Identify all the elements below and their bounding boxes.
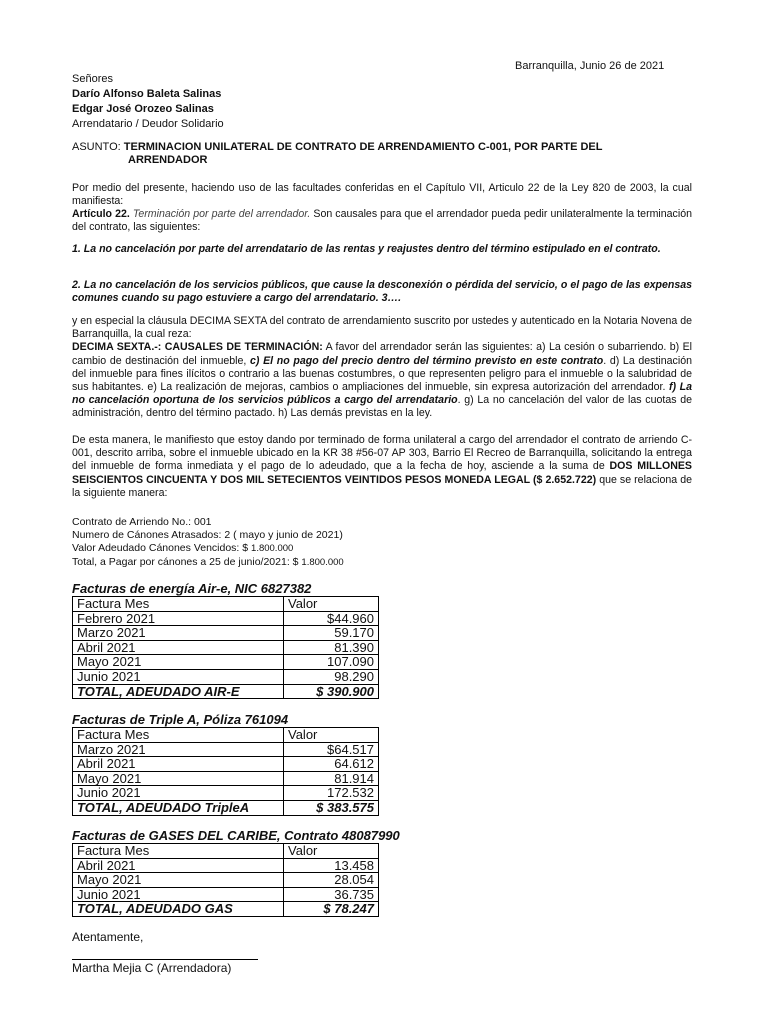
summary-total-value: 1.800.000 bbox=[301, 556, 344, 568]
row-month: Febrero 2021 bbox=[73, 611, 284, 626]
row-month: Abril 2021 bbox=[73, 640, 284, 655]
recipients-block bbox=[72, 73, 224, 133]
invoice-table-energy bbox=[72, 596, 379, 699]
table-header-row bbox=[73, 597, 379, 612]
article-text: Son causales para que el arrendador pueda pedir unilateralmente la terminación del contrato, las siguientes: bbox=[72, 208, 692, 234]
signer-name: Martha Mejia C (Arrendadora) bbox=[72, 961, 232, 975]
row-month: Marzo 2021 bbox=[73, 626, 284, 641]
recipient-role: Arrendatario / Deudor Solidario bbox=[72, 118, 224, 130]
table-row bbox=[73, 640, 379, 655]
closing-farewell: Atentamente, bbox=[72, 930, 144, 944]
row-month: Junio 2021 bbox=[73, 669, 284, 684]
clause-text-g: . g) La no cancelación del valor de las cuotas de administración, dentro del término pactado. h) Las demás previstas en la ley. bbox=[72, 394, 692, 420]
row-value: 64.612 bbox=[284, 757, 379, 772]
row-value: $44.960 bbox=[284, 611, 379, 626]
clause-label: DECIMA SEXTA.-: CAUSALES DE TERMINACIÓN: bbox=[72, 341, 323, 354]
header-month: Factura Mes bbox=[73, 597, 284, 612]
clause-text-a: A favor del arrendador serán las siguientes: a) La cesión o subarriendo. b) El cambio de destinación del inmueble, bbox=[72, 341, 692, 367]
row-month: Junio 2021 bbox=[73, 786, 284, 801]
row-month: Mayo 2021 bbox=[73, 873, 284, 888]
invoice-table-water bbox=[72, 727, 379, 816]
table-row bbox=[73, 858, 379, 873]
table-row bbox=[73, 655, 379, 670]
table-row bbox=[73, 887, 379, 902]
summary-owed-label: Valor Adeudado Cánones Vencidos: $ bbox=[72, 542, 252, 555]
table-row bbox=[73, 873, 379, 888]
summary-total-label: Total, a Pagar por cánones a 25 de junio/2021: $ bbox=[72, 555, 302, 568]
total-value: $ 390.900 bbox=[284, 684, 379, 699]
header-value: Valor bbox=[284, 597, 379, 612]
invoice-table-gas bbox=[72, 843, 379, 917]
invoice-title-water: Facturas de Triple A, Póliza 761094 bbox=[72, 712, 289, 727]
summary-contract: Contrato de Arriendo No.: 001 bbox=[72, 516, 212, 528]
total-label: TOTAL, ADEUDADO TripleA bbox=[73, 800, 284, 815]
table-row bbox=[73, 786, 379, 801]
amount-owed: DOS MILLONES SEISCIENTOS CINCUENTA Y DOS MIL SETECIENTOS VEINTIDOS PESOS MONEDA LEGAL ($ 2.652.722) bbox=[72, 460, 692, 486]
row-value: $64.517 bbox=[284, 742, 379, 757]
table-row bbox=[73, 742, 379, 757]
row-value: 28.054 bbox=[284, 873, 379, 888]
total-value: $ 78.247 bbox=[284, 902, 379, 917]
total-label: TOTAL, ADEUDADO GAS bbox=[73, 902, 284, 917]
table-row bbox=[73, 757, 379, 772]
row-month: Marzo 2021 bbox=[73, 742, 284, 757]
greeting: Señores bbox=[72, 73, 113, 85]
clause-text-d: . d) La destinación del inmueble para fines ilícitos o contrario a las buenas costumbres, o que representen peligro para el inmueble o la salubridad de sus habitantes. e) La realización de mejoras, cambios o ampliaciones del inmueble, sin expresa autorización del arrendador. bbox=[72, 354, 692, 394]
table-header-row bbox=[73, 728, 379, 743]
invoice-title-energy: Facturas de energía Air-e, NIC 6827382 bbox=[72, 581, 312, 596]
clause-c: c) El no pago del precio dentro del término previsto en este contrato bbox=[250, 354, 604, 367]
row-value: 107.090 bbox=[284, 655, 379, 670]
summary-owed-value: 1.800.000 bbox=[251, 543, 294, 555]
contract-summary bbox=[72, 516, 344, 569]
subject-label: ASUNTO: bbox=[72, 141, 124, 153]
termination-text-a: De esta manera, le manifiesto que estoy dando por terminado de forma unilateral a cargo del arrendador el contrato de arriendo C-001, descrito arriba, sobre el inmueble ubicado en la KR 38 #56-07 AP 303, Barrio El Recreo de Barranquilla, solicitando la entrega del inmueble de forma inmediata y el pago de lo adeudado, que a la fecha de hoy, asciende a la suma de bbox=[72, 434, 692, 473]
termination-text-b: que se relaciona de la siguiente manera: bbox=[72, 473, 692, 499]
row-value: 81.390 bbox=[284, 640, 379, 655]
summary-overdue: Numero de Cánones Atrasados: 2 ( mayo y junio de 2021) bbox=[72, 529, 343, 542]
table-total-row bbox=[73, 902, 379, 917]
subject-line-1: TERMINACION UNILATERAL DE CONTRATO DE ARRENDAMIENTO C-001, POR PARTE DEL bbox=[123, 141, 603, 153]
subject-line-2: ARRENDADOR bbox=[128, 154, 208, 167]
table-total-row bbox=[73, 800, 379, 815]
invoice-title-gas: Facturas de GASES DEL CARIBE, Contrato 48087990 bbox=[72, 828, 400, 843]
recipient-name-2: Edgar José Orozeo Salinas bbox=[72, 103, 214, 115]
row-value: 59.170 bbox=[284, 626, 379, 641]
row-value: 36.735 bbox=[284, 887, 379, 902]
signature-line bbox=[72, 959, 258, 960]
table-total-row bbox=[73, 684, 379, 699]
article-paragraph bbox=[72, 208, 692, 234]
clause-f: f) La no cancelación oportuna de los servicios públicos a cargo del arrendatario bbox=[72, 381, 692, 407]
row-month: Abril 2021 bbox=[73, 858, 284, 873]
row-value: 81.914 bbox=[284, 771, 379, 786]
row-value: 172.532 bbox=[284, 786, 379, 801]
row-month: Mayo 2021 bbox=[73, 771, 284, 786]
total-value: $ 383.575 bbox=[284, 800, 379, 815]
termination-paragraph bbox=[72, 434, 692, 500]
subject-block bbox=[72, 141, 672, 167]
table-row bbox=[73, 626, 379, 641]
article-title: Terminación por parte del arrendador. bbox=[132, 208, 311, 220]
article-item-1: 1. La no cancelación por parte del arrendatario de las rentas y reajustes dentro del término estipulado en el contrato. bbox=[72, 243, 661, 255]
table-row bbox=[73, 771, 379, 786]
intro-paragraph: Por medio del presente, haciendo uso de las facultades conferidas en el Capítulo VII, Articulo 22 de la Ley 820 de 2003, la cual manifiesta: bbox=[72, 182, 692, 208]
article-label: Artículo 22. bbox=[72, 208, 133, 220]
letter-date: Barranquilla, Junio 26 de 2021 bbox=[515, 60, 665, 72]
total-label: TOTAL, ADEUDADO AIR-E bbox=[73, 684, 284, 699]
clause-paragraph bbox=[72, 315, 692, 421]
header-month: Factura Mes bbox=[73, 844, 284, 859]
row-value: 13.458 bbox=[284, 858, 379, 873]
row-month: Abril 2021 bbox=[73, 757, 284, 772]
recipient-name-1: Darío Alfonso Baleta Salinas bbox=[72, 88, 222, 100]
table-header-row bbox=[73, 844, 379, 859]
table-row bbox=[73, 611, 379, 626]
header-value: Valor bbox=[284, 728, 379, 743]
clause-intro: y en especial la cláusula DECIMA SEXTA del contrato de arrendamiento suscrito por ustedes y autenticado en la Notaria Novena de Barranquilla, la cual reza: bbox=[72, 315, 692, 341]
table-row bbox=[73, 669, 379, 684]
row-value: 98.290 bbox=[284, 669, 379, 684]
row-month: Mayo 2021 bbox=[73, 655, 284, 670]
header-value: Valor bbox=[284, 844, 379, 859]
row-month: Junio 2021 bbox=[73, 887, 284, 902]
header-month: Factura Mes bbox=[73, 728, 284, 743]
article-item-2: 2. La no cancelación de los servicios públicos, que cause la desconexión o pérdida del servicio, o el pago de las expensas comunes cuando su pago estuviere a cargo del arrendatario. 3…. bbox=[72, 279, 692, 305]
